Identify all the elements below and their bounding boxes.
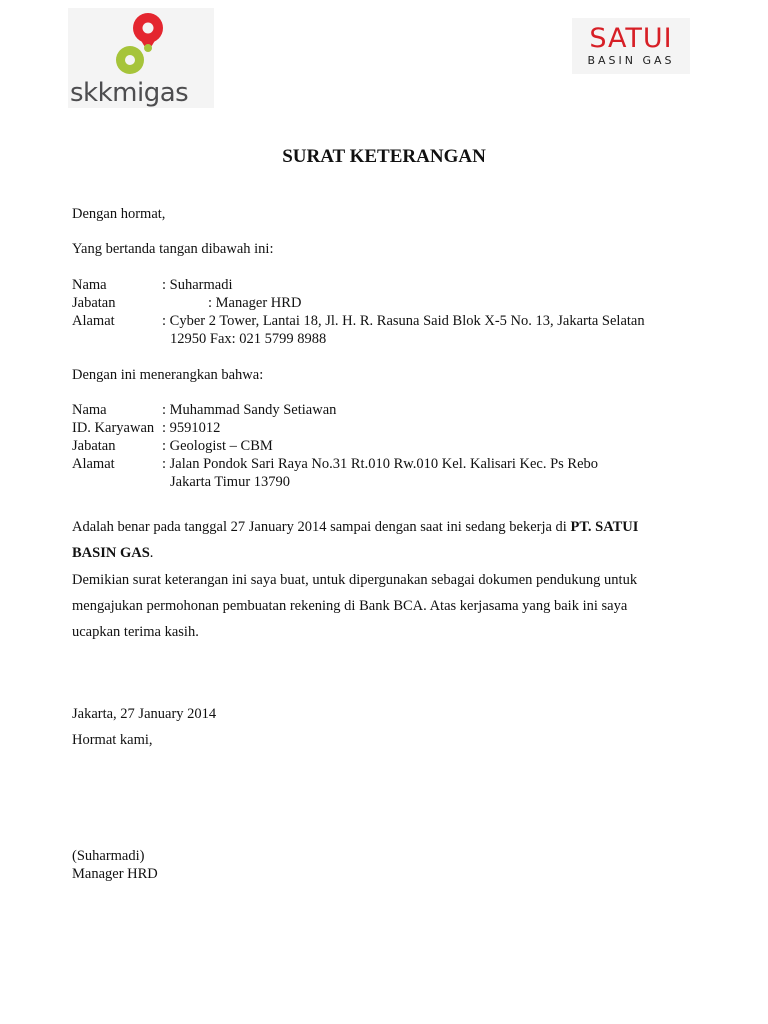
employee-id-value: : 9591012 — [162, 420, 221, 436]
company-name: PT. SATUI BASIN GAS — [72, 519, 639, 561]
satui-brand: SATUI — [589, 23, 673, 54]
signer-name-value: : Suharmadi — [162, 277, 233, 293]
employee-name-row — [72, 401, 336, 419]
satui-subtitle: BASIN GAS — [587, 54, 675, 67]
employee-name-value: : Muhammad Sandy Setiawan — [162, 402, 337, 418]
employee-position-label: Jabatan — [72, 438, 116, 454]
employee-id-label: ID. Karyawan — [72, 420, 155, 436]
employment-suffix: . — [149, 545, 154, 561]
signer-address-row — [72, 312, 645, 330]
skkmigas-logo — [68, 8, 214, 108]
signer-position-row — [72, 294, 301, 312]
letter-title: SURAT KETERANGAN — [282, 146, 486, 167]
intro-line: Yang bertanda tangan dibawah ini: — [72, 241, 274, 257]
employee-name-label: Nama — [72, 402, 107, 418]
signer-name-row — [72, 276, 232, 294]
skkmigas-wordmark: skkmigas — [70, 78, 189, 108]
signer-address-label: Alamat — [72, 313, 115, 329]
employee-position-row — [72, 437, 273, 455]
employee-address-continuation: Jakarta Timur 13790 — [170, 474, 291, 490]
greeting: Dengan hormat, — [72, 206, 166, 222]
skkmigas-drop-icon — [110, 10, 170, 80]
employee-address-label: Alamat — [72, 456, 115, 472]
signer-position-value: : Manager HRD — [208, 295, 302, 311]
signer-address-value: : Cyber 2 Tower, Lantai 18, Jl. H. R. Rasuna Said Blok X-5 No. 13, Jakarta Selatan — [162, 313, 645, 329]
satui-logo — [572, 18, 690, 74]
employment-text: Adalah benar pada tanggal 27 January 2014 sampai dengan saat ini sedang bekerja di — [72, 519, 571, 535]
employee-address-value: : Jalan Pondok Sari Raya No.31 Rt.010 Rw.010 Kel. Kalisari Kec. Ps Rebo — [162, 456, 599, 472]
signer-name-label: Nama — [72, 277, 107, 293]
statement-line: Dengan ini menerangkan bahwa: — [72, 367, 264, 383]
signatory-title: Manager HRD — [72, 866, 158, 882]
closing-line: Hormat kami, — [72, 732, 153, 748]
employee-id-row — [72, 419, 220, 437]
purpose-paragraph: Demikian surat keterangan ini saya buat, untuk dipergunakan sebagai dokumen pendukung untuk mengajukan permohonan pembuatan rekening di Bank BCA. Atas kerjasama yang baik ini saya ucapkan terima kasih. — [72, 572, 638, 640]
employee-address-row — [72, 455, 598, 473]
employee-position-value: : Geologist – CBM — [162, 438, 273, 454]
signer-position-label: Jabatan — [72, 295, 116, 311]
employment-paragraph — [72, 514, 672, 566]
signer-address-continuation: 12950 Fax: 021 5799 8988 — [170, 331, 327, 347]
signatory-name: (Suharmadi) — [72, 848, 145, 864]
place-date: Jakarta, 27 January 2014 — [72, 706, 217, 722]
